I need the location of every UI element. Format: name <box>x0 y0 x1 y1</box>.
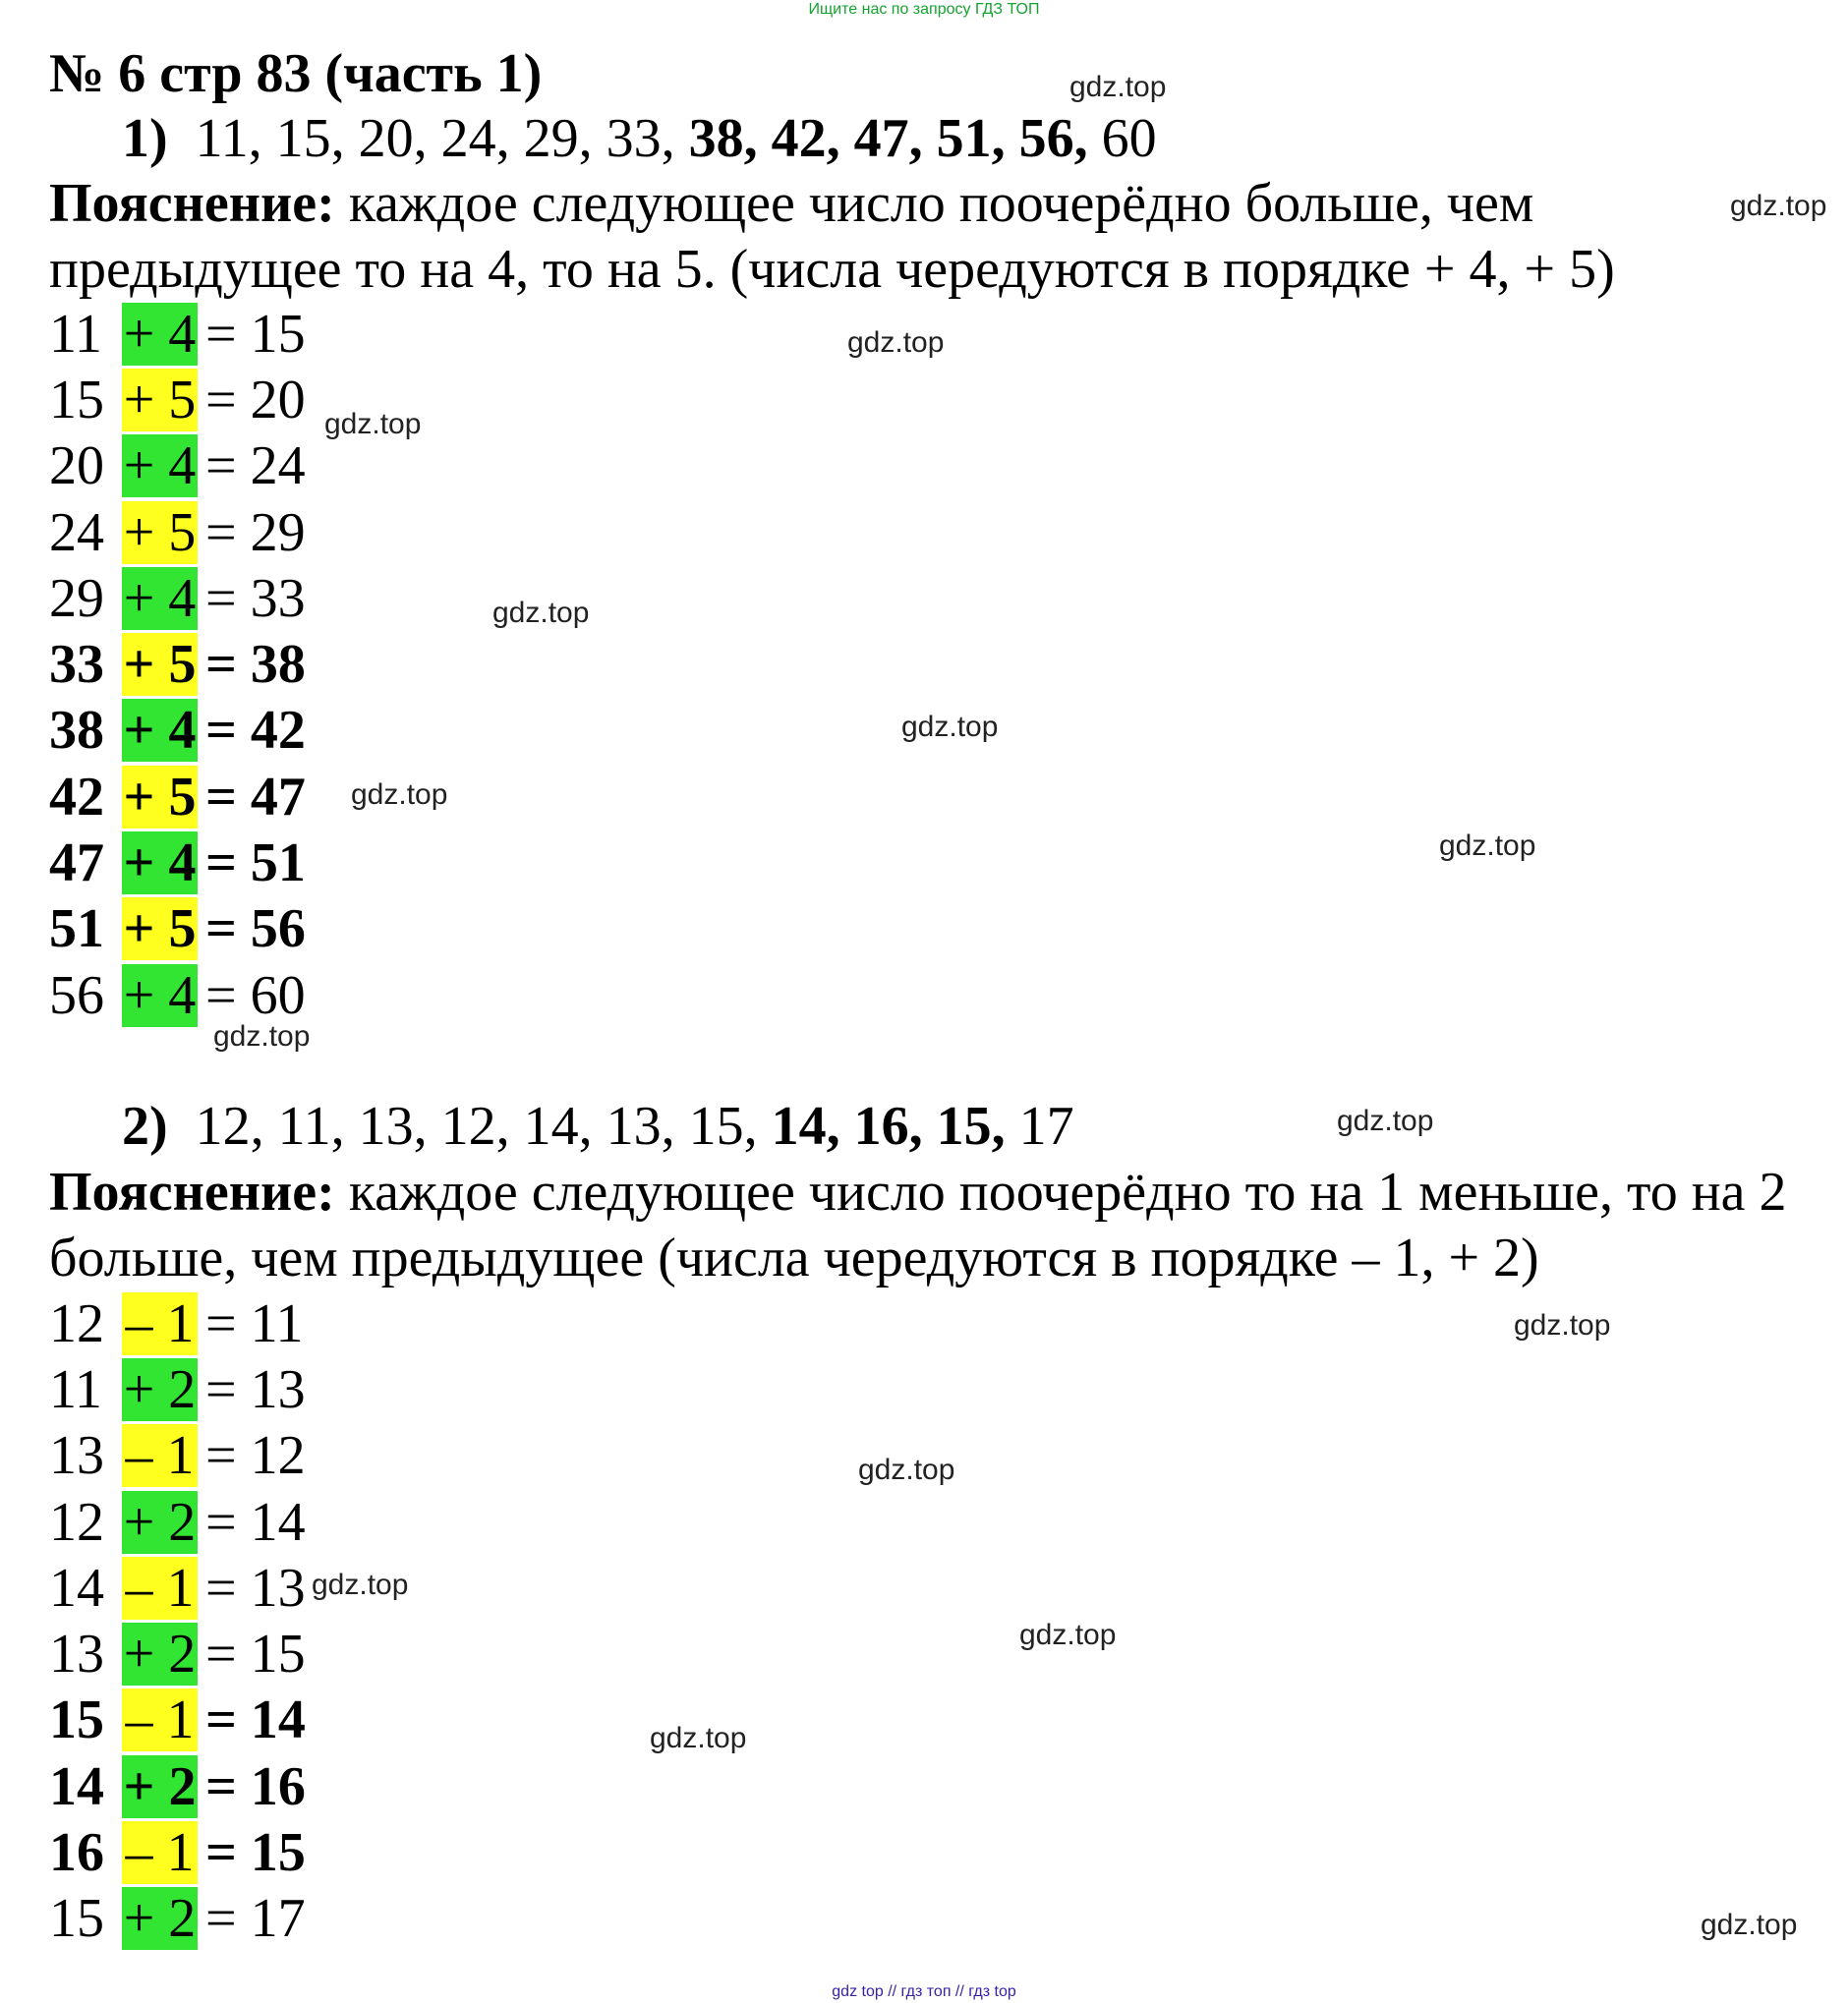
top-banner: Ищите нас по запросу ГДЗ ТОП <box>808 1 1040 18</box>
equation-operand: 15 <box>49 1888 104 1950</box>
equation-result: = 29 <box>205 501 306 563</box>
equation-result: = 20 <box>205 369 306 430</box>
equation-row <box>49 631 306 697</box>
part2-sequence <box>122 1094 1074 1159</box>
footer-banner: gdz top // гдз топ // гдз top <box>832 1983 1016 2000</box>
watermark: gdz.top <box>351 778 448 811</box>
equation-step-highlight: + 2 <box>123 1888 197 1950</box>
equation-operand: 56 <box>49 964 104 1026</box>
equation-result: = 14 <box>205 1689 306 1751</box>
equation-row <box>49 896 306 962</box>
equation-result: = 33 <box>205 567 306 629</box>
equation-operand: 15 <box>49 369 104 430</box>
part1-sequence <box>122 106 1157 171</box>
equation-step-highlight: – 1 <box>122 1424 198 1487</box>
equation-operand: 29 <box>49 567 104 629</box>
equation-step-highlight: + 4 <box>123 832 197 894</box>
sequence-number: 14, <box>523 1096 593 1157</box>
equation-step-highlight: + 2 <box>123 1755 197 1817</box>
equation-step-highlight: + 5 <box>123 898 197 960</box>
part1-label: 1) <box>122 108 168 169</box>
equation-operand: 11 <box>49 1358 102 1420</box>
equation-step-highlight: – 1 <box>122 1821 198 1884</box>
watermark: gdz.top <box>213 1020 311 1053</box>
sequence-number: 15, <box>936 1096 1006 1157</box>
equation-row <box>49 1688 306 1753</box>
sequence-number: 17 <box>1018 1096 1074 1157</box>
watermark: gdz.top <box>492 597 590 629</box>
sequence-number: 33, <box>606 108 675 169</box>
equation-row <box>49 764 306 830</box>
watermark: gdz.top <box>1337 1105 1434 1137</box>
sequence-number: 38, <box>688 108 758 169</box>
equation-row <box>49 565 306 631</box>
equation-row <box>49 1489 306 1555</box>
sequence-number: 20, <box>358 108 428 169</box>
watermark: gdz.top <box>1730 190 1827 222</box>
equation-step-highlight: – 1 <box>122 1292 198 1355</box>
equation-operand: 38 <box>49 700 104 762</box>
equation-result: = 47 <box>205 766 306 828</box>
watermark: gdz.top <box>1514 1309 1611 1342</box>
part2-explanation-label: Пояснение: <box>49 1162 335 1223</box>
equation-result: = 14 <box>205 1491 306 1553</box>
watermark: gdz.top <box>312 1569 409 1601</box>
equation-row <box>49 1356 306 1422</box>
sequence-number: 15, <box>275 108 345 169</box>
equation-step-highlight: – 1 <box>122 1557 198 1620</box>
watermark: gdz.top <box>650 1722 747 1754</box>
equation-result: = 24 <box>205 435 306 497</box>
equation-operand: 51 <box>49 898 104 960</box>
equation-step-highlight: + 5 <box>123 634 197 696</box>
equation-row <box>49 433 306 499</box>
equation-operand: 14 <box>49 1557 104 1619</box>
sequence-number: 24, <box>440 108 510 169</box>
equation-operand: 15 <box>49 1689 104 1751</box>
sequence-number: 16, <box>853 1096 923 1157</box>
equation-step-highlight: + 5 <box>123 766 197 828</box>
equation-operand: 13 <box>49 1425 104 1487</box>
equation-result: = 51 <box>205 832 306 894</box>
equation-result: = 15 <box>205 303 306 365</box>
equation-step-highlight: + 4 <box>123 435 197 497</box>
sequence-number: 51, <box>936 108 1006 169</box>
watermark: gdz.top <box>858 1454 955 1486</box>
equation-row <box>49 698 306 764</box>
sequence-number: 11, <box>277 1096 345 1157</box>
equation-operand: 33 <box>49 634 104 696</box>
part2-explanation-text: каждое следующее число поочерёдно то на 1 меньше, то на 2 больше, чем предыдущее (числа чередуются в порядке – 1, + 2) <box>49 1162 1787 1288</box>
sequence-number: 15, <box>688 1096 758 1157</box>
equation-row <box>49 1423 306 1489</box>
sequence-number: 56, <box>1018 108 1088 169</box>
equation-step-highlight: + 4 <box>123 567 197 629</box>
part1-sequence-numbers <box>182 108 1157 169</box>
equation-step-highlight: + 4 <box>123 964 197 1026</box>
part2-explanation <box>49 1160 1819 1291</box>
equation-step-highlight: + 5 <box>123 501 197 563</box>
equation-operand: 24 <box>49 501 104 563</box>
equation-row <box>49 962 306 1028</box>
equation-step-highlight: + 2 <box>123 1358 197 1420</box>
sequence-number: 13, <box>358 1096 428 1157</box>
equation-operand: 42 <box>49 766 104 828</box>
sequence-number: 11, <box>195 108 262 169</box>
watermark: gdz.top <box>1069 71 1167 103</box>
part1-explanation-text: каждое следующее число поочерёдно больше, чем предыдущее то на 4, то на 5. (числа чередуются в порядке + 4, + 5) <box>49 173 1615 300</box>
equation-result: = 42 <box>205 700 306 762</box>
sequence-number: 12, <box>440 1096 510 1157</box>
equation-row <box>49 1555 306 1621</box>
part1-explanation <box>49 171 1819 303</box>
equation-operand: 13 <box>49 1624 104 1686</box>
watermark: gdz.top <box>847 326 945 359</box>
equation-result: = 60 <box>205 964 306 1026</box>
equation-row <box>49 1290 306 1356</box>
equation-row <box>49 1753 306 1819</box>
equation-result: = 12 <box>205 1425 306 1487</box>
equation-row <box>49 367 306 432</box>
equation-step-highlight: + 2 <box>123 1491 197 1553</box>
part1-explanation-label: Пояснение: <box>49 173 335 234</box>
page-title: № 6 стр 83 (часть 1) <box>49 43 543 104</box>
equation-step-highlight: + 4 <box>123 303 197 365</box>
equation-operand: 16 <box>49 1822 104 1884</box>
equation-result: = 16 <box>205 1755 306 1817</box>
watermark: gdz.top <box>1019 1619 1117 1651</box>
equation-result: = 11 <box>205 1292 304 1354</box>
equation-step-highlight: + 2 <box>123 1624 197 1686</box>
equation-result: = 13 <box>205 1358 306 1420</box>
equation-step-highlight: – 1 <box>122 1688 198 1751</box>
watermark: gdz.top <box>324 408 422 440</box>
sequence-number: 29, <box>523 108 593 169</box>
sequence-number: 14, <box>771 1096 840 1157</box>
equation-result: = 38 <box>205 634 306 696</box>
equation-step-highlight: + 5 <box>123 369 197 430</box>
equation-operand: 14 <box>49 1755 104 1817</box>
equation-operand: 20 <box>49 435 104 497</box>
equation-result: = 17 <box>205 1888 306 1950</box>
watermark: gdz.top <box>1701 1909 1798 1941</box>
sequence-number: 13, <box>606 1096 675 1157</box>
equation-result: = 15 <box>205 1624 306 1686</box>
watermark: gdz.top <box>1439 830 1536 862</box>
sequence-number: 12, <box>195 1096 264 1157</box>
equation-step-highlight: + 4 <box>123 700 197 762</box>
equation-operand: 47 <box>49 832 104 894</box>
equation-row <box>49 499 306 565</box>
equation-result: = 15 <box>205 1822 306 1884</box>
sequence-number: 60 <box>1101 108 1157 169</box>
equation-row <box>49 1621 306 1687</box>
equation-operand: 11 <box>49 303 102 365</box>
equation-row <box>49 830 306 895</box>
part2-sequence-numbers <box>182 1096 1074 1157</box>
watermark: gdz.top <box>901 711 999 743</box>
equation-result: = 56 <box>205 898 306 960</box>
part2-label: 2) <box>122 1096 168 1157</box>
equation-result: = 13 <box>205 1557 306 1619</box>
equation-operand: 12 <box>49 1292 104 1354</box>
equation-row <box>49 1886 306 1952</box>
equation-row <box>49 301 306 367</box>
part2-equations <box>49 1290 306 1952</box>
sequence-number: 47, <box>853 108 923 169</box>
equation-operand: 12 <box>49 1491 104 1553</box>
equation-row <box>49 1819 306 1885</box>
sequence-number: 42, <box>771 108 840 169</box>
part1-equations <box>49 301 306 1028</box>
